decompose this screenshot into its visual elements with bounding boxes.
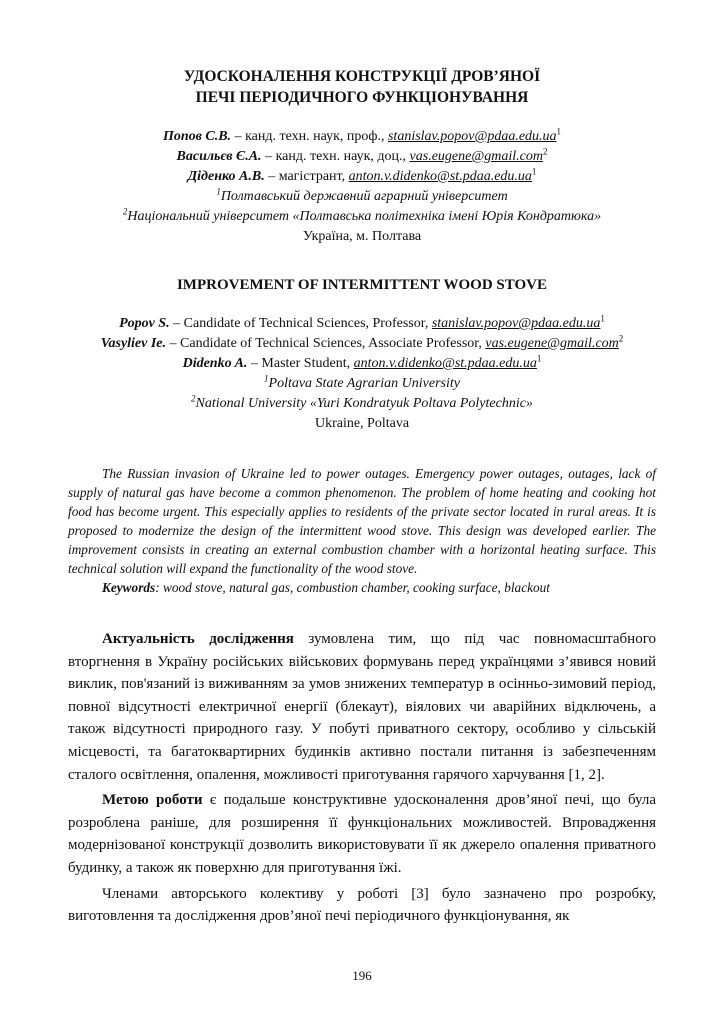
paper-title-ua — [60, 66, 664, 108]
author-desc: – Candidate of Technical Sciences, Associate Professor, — [166, 336, 486, 351]
author-email-link[interactable]: anton.v.didenko@st.pdaa.edu.ua — [348, 169, 532, 184]
abstract — [68, 464, 656, 597]
author-name: Васильєв Є.А. — [176, 149, 262, 164]
affiliation-sup: 2 — [542, 146, 548, 157]
authors-ua-block — [40, 127, 684, 247]
paragraph-lead: Актуальність дослідження — [102, 631, 294, 647]
paragraph-text: є подальше конструктивне удосконалення дров’яної печі, що була розроблена раніше, для розширення її функціональних можливостей. Впровадження модернізованої конструкції дозволить використовувати її як джерело опалення приватного будинку, а також як поверхню для приготування їжі. — [68, 792, 656, 876]
body-paragraph — [68, 789, 656, 879]
affiliation-ua-2 — [40, 207, 684, 227]
affiliation-ua-1 — [40, 187, 684, 207]
affiliation-text: Poltava State Agrarian University — [268, 376, 460, 391]
author-name: Попов С.В. — [162, 129, 232, 144]
affiliation-sup: 1 — [556, 126, 562, 137]
author-email-link[interactable]: vas.eugene@gmail.com — [409, 149, 543, 164]
author-desc: – Candidate of Technical Sciences, Professor, — [169, 316, 432, 331]
author-desc: – Master Student, — [247, 356, 354, 371]
affiliation-en-2 — [40, 394, 684, 414]
body-paragraph — [68, 883, 656, 928]
author-ua-2 — [40, 147, 684, 167]
affiliation-text: National University «Yuri Kondratyuk Poltava Polytechnic» — [195, 396, 533, 411]
affiliation-text: Полтавський державний аграрний університет — [220, 189, 508, 204]
keywords-line — [68, 578, 656, 597]
author-email-link[interactable]: vas.eugene@gmail.com — [485, 336, 619, 351]
affiliation-sup: 1 — [600, 313, 605, 324]
authors-en-block — [40, 314, 684, 434]
author-name: Popov S. — [119, 316, 170, 331]
location-en: Ukraine, Poltava — [314, 416, 410, 431]
affiliation-text: Національний університет «Полтавська політехніка імені Юрія Кондратюка» — [127, 209, 602, 224]
abstract-text: The Russian invasion of Ukraine led to power outages. Emergency power outages, outages, lack of supply of natural gas have become a common phenomenon. The problem of home heating and cooking hot food has become urgent. This especially applies to residents of the private sector located in rural areas. It is proposed to modernize the design of the intermittent wood stove. This design was developed earlier. The improvement consists in creating an external combustion chamber with a horizontal heating surface. This technical solution will expand the functionality of the wood stove. — [68, 466, 656, 576]
author-name: Vasyliev Ie. — [100, 336, 167, 351]
keywords-label: Keywords — [102, 580, 156, 595]
author-en-3 — [40, 354, 684, 374]
author-en-2 — [40, 334, 684, 354]
affiliation-sup: 1 — [216, 186, 221, 197]
author-email-link[interactable]: stanislav.popov@pdaa.edu.ua — [431, 316, 601, 331]
affiliation-sup: 2 — [618, 333, 624, 344]
paragraph-lead: Метою роботи — [102, 792, 203, 809]
body-text — [68, 628, 656, 928]
affiliation-sup: 2 — [122, 206, 128, 217]
author-desc: – канд. техн. наук, доц., — [261, 149, 410, 164]
author-en-1 — [40, 314, 684, 334]
author-name: Didenko A. — [182, 356, 248, 371]
author-ua-1 — [40, 127, 684, 147]
affiliation-sup: 1 — [264, 373, 269, 384]
keywords-text: : wood stove, natural gas, combustion chamber, cooking surface, blackout — [155, 580, 550, 595]
location-ua: Україна, м. Полтава — [302, 229, 422, 244]
affiliation-en-1 — [40, 374, 684, 394]
title-ua-line-1: УДОСКОНАЛЕННЯ КОНСТРУКЦІЇ ДРОВ’ЯНОЇ — [183, 68, 541, 85]
author-name: Діденко А.В. — [187, 169, 265, 184]
paragraph-text: Членами авторського колективу у роботі [3] було зазначено про розробку, виготовлення та дослідження дров’яної печі періодичного функціонування, як — [68, 885, 656, 925]
author-desc: – канд. техн. наук, проф., — [231, 129, 388, 144]
author-ua-3 — [40, 167, 684, 187]
page-number: 196 — [352, 968, 372, 983]
author-desc: – магістрант, — [264, 169, 349, 184]
body-paragraph — [68, 628, 656, 786]
title-ua-line-2: ПЕЧІ ПЕРІОДИЧНОГО ФУНКЦІОНУВАННЯ — [195, 89, 529, 106]
paper-title-en: IMPROVEMENT OF INTERMITTENT WOOD STOVE — [176, 277, 548, 293]
paragraph-text: зумовлена тим, що під час повномасштабного вторгнення в Україну російських військових формувань перед українцями з’явився новий виклик, пов'язаний із виживанням за умов знижених температур в осінньо-зимовий період, повної відсутності електричної енергії (блекаут), віялових чи аварійних відключень, а також відсутності природного газу. У побуті приватного сектору, особливо у сільській місцевості, та багатоквартирних будинків активно постали питання із забезпеченням сталого освітлення, опалення, можливості приготування гарячого харчування [1, 2]. — [68, 631, 656, 783]
affiliation-sup: 1 — [531, 166, 537, 177]
author-email-link[interactable]: anton.v.didenko@st.pdaa.edu.ua — [353, 356, 537, 371]
affiliation-sup: 2 — [191, 393, 196, 404]
author-email-link[interactable]: stanislav.popov@pdaa.edu.ua — [387, 129, 557, 144]
affiliation-sup: 1 — [536, 353, 542, 364]
